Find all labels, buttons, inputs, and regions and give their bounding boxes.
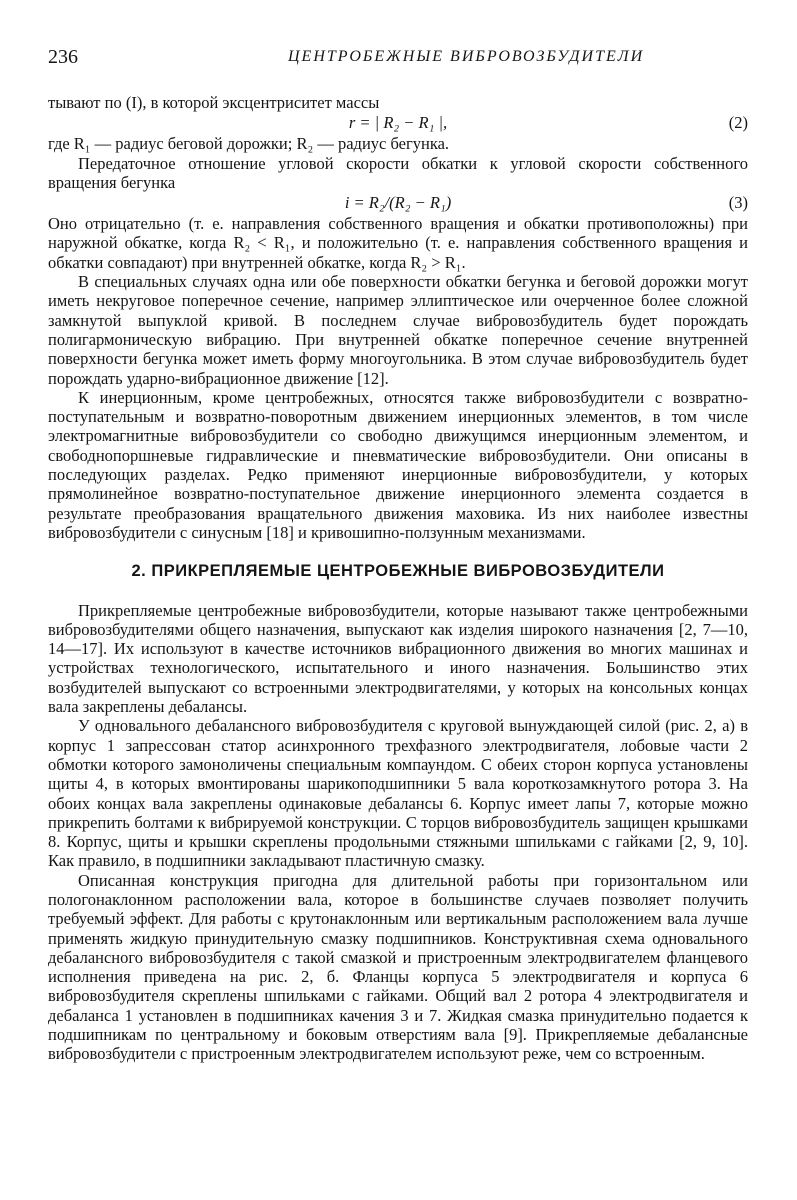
page-body — [48, 93, 748, 1064]
paragraph-ratio: Передаточное отношение угловой скорости обкатки к угловой скорости собственного вращения бегунка — [48, 153, 748, 192]
paragraph-special-cases: В специальных случаях одна или обе поверхности обкатки бегунка и беговой дорожки могут иметь некруговое поперечное сечение, например эллиптическое или очерченное более сложной замкнутой выпуклой кривой. В последнем случае вибровозбудитель будет порождать полигармоническую вибрацию. При внутренней обкатке поперечное сечение внутренней поверхности бегунка может иметь форму многоугольника. В этом случае вибровозбудитель будет порождать ударно-вибрационное движение [12]. — [48, 272, 748, 388]
section-heading: 2. ПРИКРЕПЛЯЕМЫЕ ЦЕНТРОБЕЖНЫЕ ВИБРОВОЗБУДИТЕЛИ — [131, 562, 665, 581]
paragraph-single-shaft: У одновального дебалансного вибровозбудителя с круговой вынуждающей силой (рис. 2, а) в корпус 1 запрессован статор асинхронного трехфазного электродвигателя, лобовые части 2 обмотки которого замоноличены специальным компаундом. С обеих сторон корпуса установлены щиты 4, в которых вмонтированы шарикоподшипники 5 вала короткозамкнутого ротора 3. На обоих концах вала закреплены одинаковые дебалансы 6. Корпус имеет лапы 7, которые можно прикрепить болтами к вибрируемой конструкции. С торцов вибровозбудитель защищен крышками 8. Корпус, щиты и крышки скреплены продольными стяжными шпильками с гайками [2, 9, 10]. Как правило, в подшипники закладывают пластичную смазку. — [48, 716, 748, 871]
equation-3-number: (3) — [728, 193, 748, 213]
equation-3-expression: i = R₂/(R₂ − R₁) — [344, 193, 452, 213]
equation-2-expression: r = | R₂ − R₁ |, — [348, 113, 448, 133]
running-title: ЦЕНТРОБЕЖНЫЕ ВИБРОВОЗБУДИТЕЛИ — [288, 48, 645, 65]
page-header — [48, 46, 748, 72]
paragraph-continuation: тывают по (I), в которой эксцентриситет массы — [48, 93, 380, 112]
paragraph-definitions: где R₁ — радиус беговой дорожки; R₂ — радиус бегунка. — [48, 134, 450, 154]
equation-2-number: (2) — [728, 113, 748, 133]
equation-2 — [48, 112, 748, 134]
equation-3 — [48, 192, 748, 214]
paragraph-construction: Описанная конструкция пригодна для длительной работы при горизонтальном или пологонаклонном расположении вала, которое в большинстве случаев позволяет получить требуемый эффект. Для работы с крутонаклонным или вертикальным расположением вала лучше применять жидкую принудительную смазку подшипников. Конструктивная схема одновального дебалансного вибровозбудителя с такой смазкой и пристроенным электродвигателем фланцевого исполнения приведена на рис. 2, б. Фланцы корпуса 5 электродвигателя и корпуса 6 вибровозбудителя скреплены шпильками с гайками. Общий вал 2 ротора 4 электродвигателя и дебаланса 1 установлен в подшипниках качения 3 и 7. Жидкая смазка принудительно подается к подшипникам по центральному и боковым отверстиям вала [9]. Прикрепляемые дебалансные вибровозбудители с пристроенным электродвигателем используют реже, чем со встроенным. — [48, 870, 748, 1064]
paragraph-inertial: К инерционным, кроме центробежных, относятся также вибровозбудители с возвратно-поступательным и возвратно-поворотным движением инерционных элементов, в том числе электромагнитные вибровозбудители со свободно движущимся инерционным элементом, и свободнопоршневые гидравлические и пневматические вибровозбудители. Они описаны в последующих разделах. Редко применяют инерционные вибровозбудители, у которых прямолинейное возвратно-поступательное движение инерционного элемента создается в результате преобразования вращательного движения маховика. Из них наиболее известны вибровозбудители с синусным [18] и кривошипно-ползунным механизмами. — [48, 387, 748, 542]
paragraph-attached: Прикрепляемые центробежные вибровозбудители, которые называют также центробежными вибровозбудителями общего назначения, выпускают как изделия широкого назначения [2, 7—10, 14—17]. Их используют в качестве источников вибрационного движения во многих машинах и устройствах технологического, испытательного и иного назначения. Большинство этих возбудителей выпускают со встроенными электродвигателями, у которых на консольных концах вала закреплены дебалансы. — [48, 600, 748, 717]
page-number: 236 — [48, 46, 78, 68]
paragraph-sign: Оно отрицательно (т. е. направления собственного вращения и обкатки противоположны) при наружной обкатке, когда R₂ < R₁, и положительно (т. е. направления собственного вращения и обкатки совпадают) при внутренней обкатке, когда R₂ > R₁. — [48, 214, 748, 272]
